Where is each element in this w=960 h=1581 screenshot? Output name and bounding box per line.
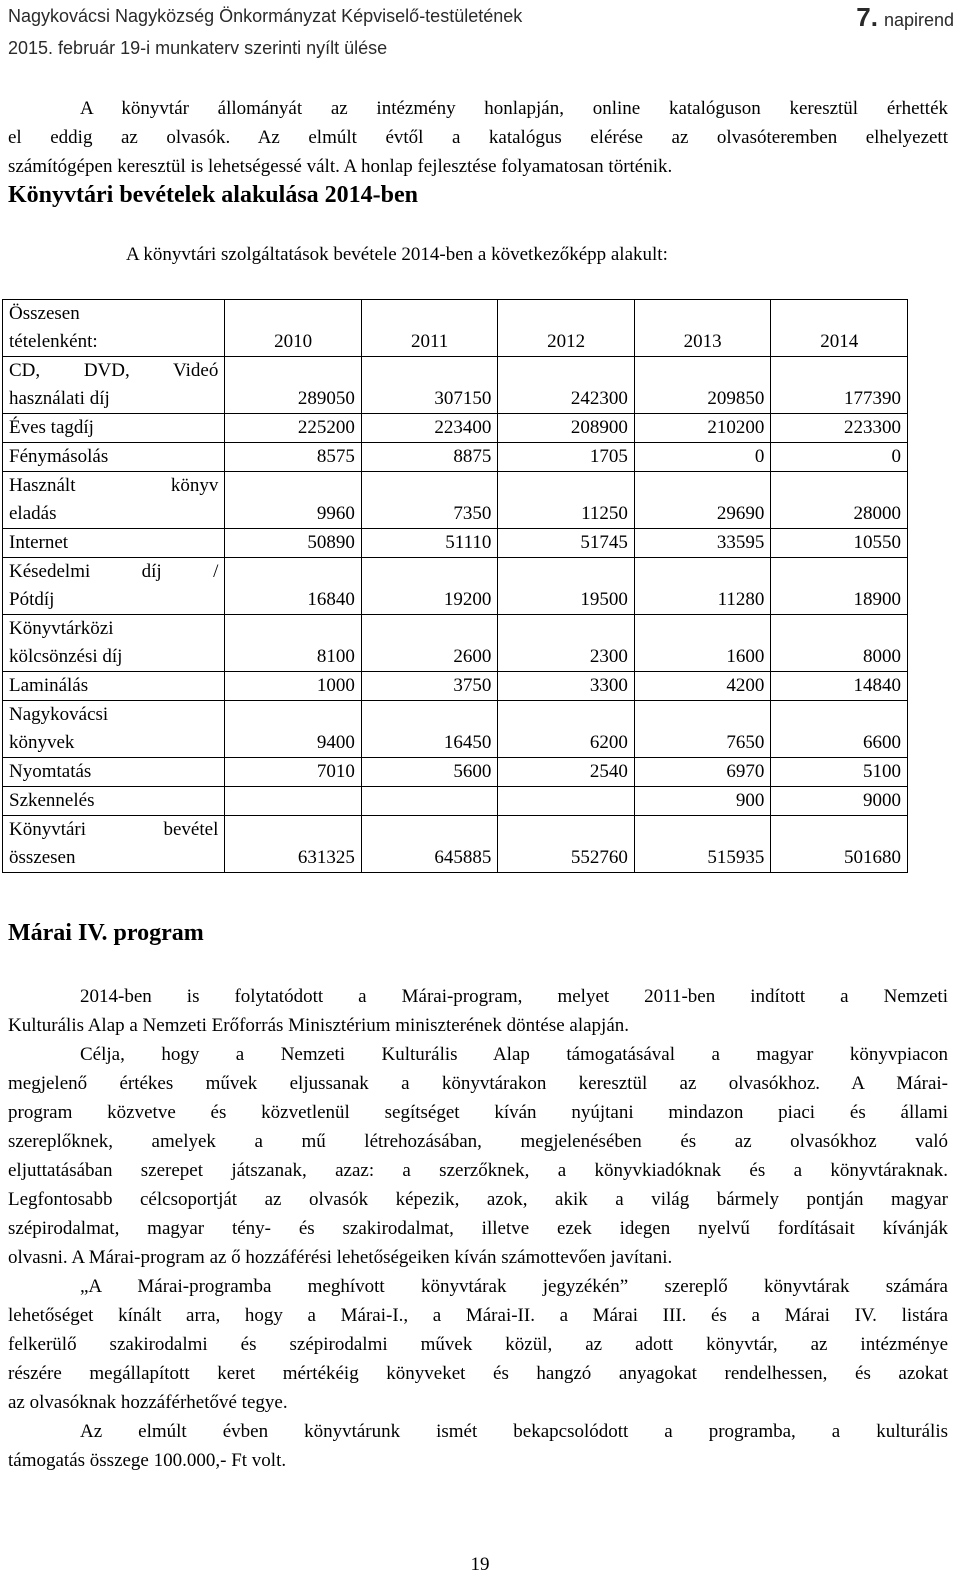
row-label-cell — [3, 615, 225, 672]
row-label-line: használati díj — [9, 388, 110, 409]
value-cell: 50890 — [225, 529, 362, 558]
marai-paragraph-4 — [8, 1417, 948, 1475]
row-label-cell — [3, 414, 225, 443]
text-line: el eddig az olvasók. Az elmúlt évtől a katalógus elérése az olvasóteremben elhelyezett — [8, 127, 948, 148]
revenue-table-body — [3, 357, 908, 873]
value-cell: 7010 — [225, 758, 362, 787]
value-cell: 9400 — [225, 701, 362, 758]
table-row — [3, 529, 908, 558]
table-header-row — [3, 300, 908, 357]
row-label-line: Fénymásolás — [9, 446, 109, 467]
value-cell: 6600 — [771, 701, 908, 758]
value-cell: 208900 — [498, 414, 635, 443]
value-cell: 7350 — [361, 472, 498, 529]
value-cell: 29690 — [634, 472, 771, 529]
value-cell: 2600 — [361, 615, 498, 672]
value-cell: 223300 — [771, 414, 908, 443]
row-label-line: CD, DVD, Videó — [9, 360, 219, 381]
revenue-intro: A könyvtári szolgáltatások bevétele 2014-ben a következőképp alakult: — [126, 244, 668, 265]
value-cell: 33595 — [634, 529, 771, 558]
value-cell: 5100 — [771, 758, 908, 787]
text-line: 2014-ben is folytatódott a Márai-program, melyet 2011-ben indított a Nemzeti — [80, 986, 948, 1007]
text-line: eljuttatásában szerepet játszanak, azaz: a szerzőknek, a könyvkiadóknak és a könyvtáraknak. — [8, 1160, 948, 1181]
table-row — [3, 787, 908, 816]
value-cell: 289050 — [225, 357, 362, 414]
row-label-cell — [3, 529, 225, 558]
text-line: olvasni. A Márai-program az ő hozzáférési lehetőségeiken kíván számottevően javítani. — [8, 1247, 673, 1268]
row-label-line: Könyvtári bevétel — [9, 819, 219, 840]
agenda-marker — [856, 2, 954, 33]
section-title-marai: Márai IV. program — [8, 920, 204, 946]
table-row — [3, 701, 908, 758]
row-label-line: Késedelmi díj / — [9, 561, 219, 582]
value-cell: 5600 — [361, 758, 498, 787]
row-label-cell — [3, 357, 225, 414]
section-title-revenue: Könyvtári bevételek alakulása 2014-ben — [8, 182, 419, 208]
row-label-cell — [3, 787, 225, 816]
value-cell: 1600 — [634, 615, 771, 672]
value-cell: 645885 — [361, 816, 498, 873]
table-row — [3, 357, 908, 414]
agenda-label: napirend — [883, 10, 954, 30]
row-label-line: Használt könyv — [9, 475, 219, 496]
table-row — [3, 758, 908, 787]
value-cell: 11280 — [634, 558, 771, 615]
value-cell: 2540 — [498, 758, 635, 787]
row-label-cell — [3, 758, 225, 787]
header-label-line: tételenként: — [9, 331, 98, 352]
table-row — [3, 615, 908, 672]
value-cell: 11250 — [498, 472, 635, 529]
row-label-cell — [3, 816, 225, 873]
year-header: 2014 — [771, 300, 908, 357]
text-line: Legfontosabb célcsoportját az olvasók képezik, azok, akik a világ bármely pontján magyar — [8, 1189, 948, 1210]
value-cell: 3750 — [361, 672, 498, 701]
value-cell: 8875 — [361, 443, 498, 472]
table-row — [3, 443, 908, 472]
value-cell: 0 — [634, 443, 771, 472]
value-cell: 210200 — [634, 414, 771, 443]
row-label-cell — [3, 701, 225, 758]
value-cell: 1000 — [225, 672, 362, 701]
text-line: Az elmúlt évben könyvtárunk ismét bekapcsolódott a programba, a kulturális — [80, 1421, 948, 1442]
value-cell: 307150 — [361, 357, 498, 414]
row-label-cell — [3, 443, 225, 472]
value-cell: 8100 — [225, 615, 362, 672]
value-cell: 223400 — [361, 414, 498, 443]
value-cell: 10550 — [771, 529, 908, 558]
row-label-cell — [3, 472, 225, 529]
value-cell: 6970 — [634, 758, 771, 787]
value-cell: 7650 — [634, 701, 771, 758]
value-cell: 242300 — [498, 357, 635, 414]
row-label-line: Szkennelés — [9, 790, 95, 811]
text-line: részére megállapított keret mértékéig könyveket és hangzó anyagokat rendelhessen, és azokat — [8, 1363, 948, 1384]
row-label-line: eladás — [9, 503, 57, 524]
year-header: 2011 — [361, 300, 498, 357]
value-cell: 9960 — [225, 472, 362, 529]
table-row — [3, 816, 908, 873]
text-line: „A Márai-programba meghívott könyvtárak jegyzékén” szereplő könyvtárak számára — [80, 1276, 948, 1297]
header-subtitle: 2015. február 19-i munkaterv szerinti nyílt ülése — [8, 38, 388, 58]
value-cell: 501680 — [771, 816, 908, 873]
text-line: felkerülő szakirodalmi és szépirodalmi művek közül, az adott könyvtár, az intézménye — [8, 1334, 948, 1355]
value-cell: 19500 — [498, 558, 635, 615]
header-title: Nagykovácsi Nagyközség Önkormányzat Képviselő-testületének — [8, 6, 523, 26]
row-label-cell — [3, 558, 225, 615]
value-cell: 16450 — [361, 701, 498, 758]
row-label-line: Könyvtárközi — [9, 618, 114, 639]
value-cell: 6200 — [498, 701, 635, 758]
row-label-line: kölcsönzési díj — [9, 646, 123, 667]
value-cell: 0 — [771, 443, 908, 472]
marai-paragraph-3 — [8, 1272, 948, 1417]
row-label-line: Nagykovácsi — [9, 704, 109, 725]
row-label-line: Nyomtatás — [9, 761, 92, 782]
text-line: támogatás összege 100.000,- Ft volt. — [8, 1450, 287, 1471]
value-cell: 209850 — [634, 357, 771, 414]
value-cell: 900 — [634, 787, 771, 816]
row-label-line: Internet — [9, 532, 69, 553]
text-line: A könyvtár állományát az intézmény honlapján, online katalóguson keresztül érhették — [80, 98, 948, 119]
value-cell: 177390 — [771, 357, 908, 414]
value-cell: 51745 — [498, 529, 635, 558]
table-row — [3, 414, 908, 443]
value-cell: 14840 — [771, 672, 908, 701]
text-line: szereplőknek, amelyek a mű létrehozásában, megjelenésében és az olvasókhoz való — [8, 1131, 948, 1152]
value-cell — [225, 787, 362, 816]
text-line: lehetőséget kínált arra, hogy a Márai-I., a Márai-II. a Márai III. és a Márai IV. listára — [8, 1305, 948, 1326]
row-label-line: Laminálás — [9, 675, 89, 696]
text-line: Kulturális Alap a Nemzeti Erőforrás Minisztérium miniszterének döntése alapján. — [8, 1015, 629, 1036]
text-line: program közvetve és közvetlenül segítséget kíván nyújtani mindazon piaci és állami — [8, 1102, 948, 1123]
table-row — [3, 672, 908, 701]
value-cell: 1705 — [498, 443, 635, 472]
text-line: Célja, hogy a Nemzeti Kulturális Alap támogatásával a magyar könyvpiacon — [80, 1044, 948, 1065]
value-cell: 3300 — [498, 672, 635, 701]
value-cell: 631325 — [225, 816, 362, 873]
value-cell — [498, 787, 635, 816]
value-cell: 225200 — [225, 414, 362, 443]
value-cell: 19200 — [361, 558, 498, 615]
table-row — [3, 558, 908, 615]
text-line: megjelenő értékes művek eljussanak a könyvtárakon keresztül az olvasókhoz. A Márai- — [8, 1073, 948, 1094]
text-line: számítógépen keresztül is lehetségessé vált. A honlap fejlesztése folyamatosan történik. — [8, 156, 673, 177]
revenue-table — [2, 299, 908, 873]
value-cell: 2300 — [498, 615, 635, 672]
value-cell: 8575 — [225, 443, 362, 472]
value-cell: 28000 — [771, 472, 908, 529]
table-row — [3, 472, 908, 529]
value-cell: 552760 — [498, 816, 635, 873]
row-label-line: összesen — [9, 847, 76, 868]
row-label-line: Éves tagdíj — [9, 417, 94, 438]
text-line: az olvasóknak hozzáférhetővé tegye. — [8, 1392, 288, 1413]
row-label-line: könyvek — [9, 732, 75, 753]
page-number: 19 — [470, 1554, 490, 1575]
row-label-cell — [3, 672, 225, 701]
header-label-line: Összesen — [9, 303, 80, 324]
marai-paragraph-1 — [8, 982, 948, 1040]
text-line: szépirodalmat, magyar tény- és szakirodalmat, illetve ezek idegen nyelvű fordításait kívánják — [8, 1218, 948, 1239]
value-cell: 9000 — [771, 787, 908, 816]
year-header: 2010 — [225, 300, 362, 357]
year-header: 2012 — [498, 300, 635, 357]
value-cell: 16840 — [225, 558, 362, 615]
agenda-number: 7. — [856, 2, 878, 32]
intro-paragraph — [8, 94, 948, 181]
value-cell: 51110 — [361, 529, 498, 558]
header-label-cell — [3, 300, 225, 357]
value-cell: 18900 — [771, 558, 908, 615]
value-cell: 515935 — [634, 816, 771, 873]
value-cell: 8000 — [771, 615, 908, 672]
value-cell: 4200 — [634, 672, 771, 701]
year-header: 2013 — [634, 300, 771, 357]
value-cell — [361, 787, 498, 816]
row-label-line: Pótdíj — [9, 589, 55, 610]
marai-paragraph-2 — [8, 1040, 948, 1272]
